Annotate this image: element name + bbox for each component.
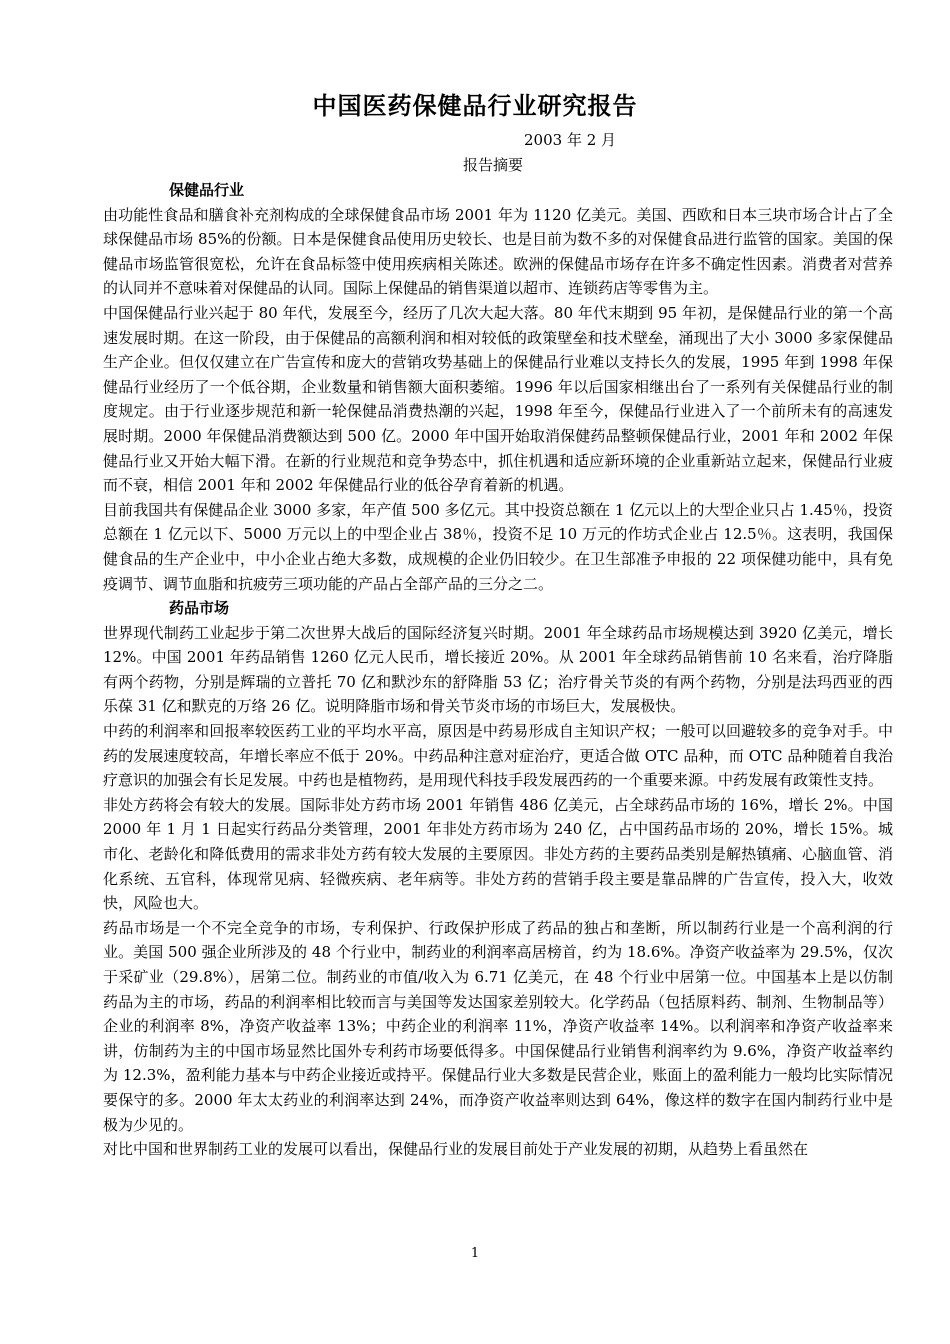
document-body	[103, 178, 893, 1162]
paragraph: 世界现代制药工业起步于第二次世界大战后的国际经济复兴时期。2001 年全球药品市场规模达到 3920 亿美元，增长 12%。中国 2001 年药品销售 1260 亿元人民币，增长接近 20%。从 2001 年全球药品销售前 10 名来看，治疗降脂有两个药物，分别是辉瑞的立普托 70 亿和默沙东的舒降脂 53 亿；治疗骨关节炎的有两个药物，分别是法玛西亚的西乐葆 31 亿和默克的万络 26 亿。说明降脂市场和骨关节炎市场的市场巨大，发展极快。	[103, 623, 893, 716]
paragraph: 对比中国和世界制药工业的发展可以看出，保健品行业的发展目前处于产业发展的初期，从趋势上看虽然在	[103, 1140, 809, 1159]
paragraph: 目前我国共有保健品企业 3000 多家，年产值 500 多亿元。其中投资总额在 1 亿元以上的大型企业只占 1.45％，投资总额在 1 亿元以下、5000 万元以上的中型企业占 38％，投资不足 10 万元的作坊式企业占 12.5％。这表明，我国保健食品的生产企业中，中小企业占绝大多数，成规模的企业仍旧较少。在卫生部准予申报的 22 项保健功能中，具有免疫调节、调节血脂和抗疲劳三项功能的产品占全部产品的三分之二。	[103, 500, 893, 593]
paragraph: 中药的利润率和回报率较医药工业的平均水平高，原因是中药易形成自主知识产权；一般可以回避较多的竞争对手。中药的发展速度较高，年增长率应不低于 20%。中药品种注意对症治疗，更适合做 OTC 品种，而 OTC 品种随着自我治疗意识的加强会有长足发展。中药也是植物药，是用现代科技手段发展西药的一个重要来源。中药发展有政策性支持。	[103, 722, 893, 790]
section-heading-health-products: 保健品行业	[169, 181, 245, 199]
report-title: 中国医药保健品行业研究报告	[312, 92, 638, 120]
abstract-label: 报告摘要	[463, 156, 524, 174]
paragraph: 药品市场是一个不完全竞争的市场，专利保护、行政保护形成了药品的独占和垄断，所以制药行业是一个高利润的行业。美国 500 强企业所涉及的 48 个行业中，制药业的利润率高居榜首，约为 18.6%。净资产收益率为 29.5%，仅次于采矿业（29.8%），居第二位。制药业的市值/收入为 6.71 亿美元，在 48 个行业中居第一位。中国基本上是以仿制药品为主的市场，药品的利润率相比较而言与美国等发达国家差别较大。化学药品（包括原料药、制剂、生物制品等）企业的利润率 8%，净资产收益率 13%；中药企业的利润率 11%，净资产收益率 14%。以利润率和净资产收益率来讲，仿制药为主的中国市场显然比国外专利药市场要低得多。中国保健品行业销售利润率约为 9.6%，净资产收益率约为 12.3%，盈利能力基本与中药企业接近或持平。保健品行业大多数是民营企业，账面上的盈利能力一般均比实际情况要保守的多。2000 年太太药业的利润率达到 24%，而净资产收益率则达到 64%，像这样的数字在国内制药行业中是极为少见的。	[103, 918, 893, 1134]
page-number: 1	[470, 1246, 480, 1261]
section-heading-drug-market: 药品市场	[169, 599, 230, 618]
paragraph: 非处方药将会有较大的发展。国际非处方药市场 2001 年销售 486 亿美元，占全球药品市场的 16%，增长 2%。中国 2000 年 1 月 1 日起实行药品分类管理，2001 年非处方药市场为 240 亿，占中国药品市场的 20%，增长 15%。城市化、老龄化和降低费用的需求非处方药有较大发展的主要原因。非处方药的主要药品类别是解热镇痛、心脑血管、消化系统、五官科，体现常见病、轻微疾病、老年病等。非处方药的营销手段主要是靠品牌的广告宣传，投入大，收效快，风险也大。	[103, 795, 893, 913]
report-date: 2003 年 2 月	[524, 131, 617, 149]
paragraph: 中国保健品行业兴起于 80 年代，发展至今，经历了几次大起大落。80 年代末期到 95 年初，是保健品行业的第一个高速发展时期。在这一阶段，由于保健品的高额利润和相对较低的政策壁垒和技术壁垒，涌现出了大小 3000 多家保健品生产企业。但仅仅建立在广告宣传和庞大的营销攻势基础上的保健品行业难以支持长久的发展，1995 年到 1998 年保健品行业经历了一个低谷期，企业数量和销售额大面积萎缩。1996 年以后国家相继出台了一系列有关保健品行业的制度规定。由于行业逐步规范和新一轮保健品消费热潮的兴起，1998 年至今，保健品行业进入了一个前所未有的高速发展时期。2000 年保健品消费额达到 500 亿。2000 年中国开始取消保健药品整顿保健品行业，2001 年和 2002 年保健品行业又开始大幅下滑。在新的行业规范和竞争势态中，抓住机遇和适应新环境的企业重新站立起来，保健品行业疲而不衰，相信 2001 年和 2002 年保健品行业的低谷孕育着新的机遇。	[103, 303, 893, 495]
paragraph: 由功能性食品和膳食补充剂构成的全球保健食品市场 2001 年为 1120 亿美元。美国、西欧和日本三块市场合计占了全球保健品市场 85%的份额。日本是保健食品使用历史较长、也是目前为数不多的对保健食品进行监管的国家。美国的保健品市场监管很宽松，允许在食品标签中使用疾病相关陈述。欧洲的保健品市场存在许多不确定性因素。消费者对营养的认同并不意味着对保健品的认同。国际上保健品的销售渠道以超市、连锁药店等零售为主。	[103, 205, 893, 298]
